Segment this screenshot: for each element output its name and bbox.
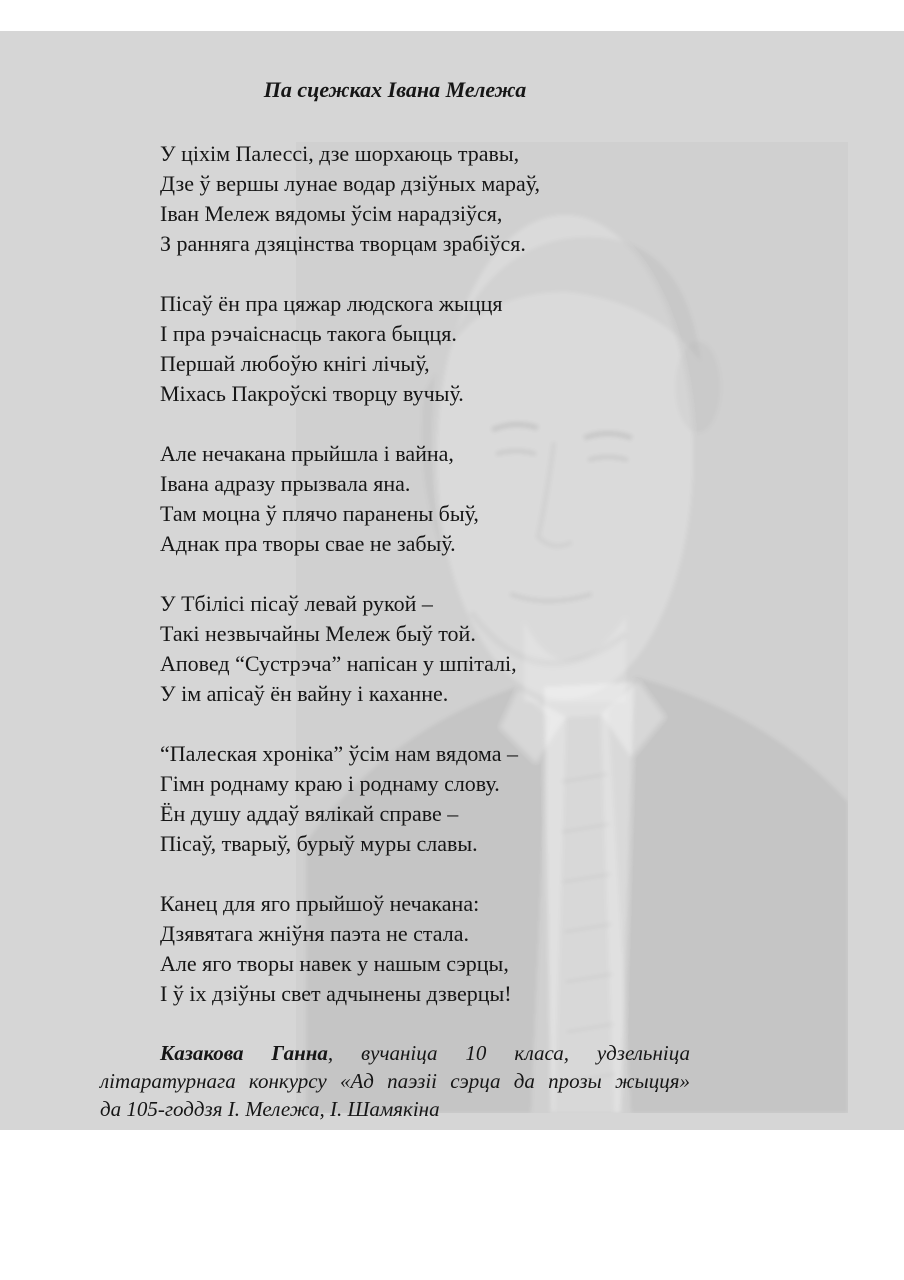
stanza-3 bbox=[160, 439, 690, 559]
poem-line: Аповед “Сустрэча” напісан у шпіталі, bbox=[160, 651, 517, 676]
poem-line: У ім апісаў ён вайну і каханне. bbox=[160, 681, 449, 706]
poem-line: І ў іх дзіўны свет адчынены дзверцы! bbox=[160, 981, 512, 1006]
poem-line: Іван Мележ вядомы ўсім нарадзіўся, bbox=[160, 201, 503, 226]
attribution-line-1 bbox=[160, 1039, 690, 1067]
attribution bbox=[100, 1039, 690, 1123]
poem-line: З ранняга дзяцінства творцам зрабіўся. bbox=[160, 231, 526, 256]
poem-line: Івана адразу прызвала яна. bbox=[160, 471, 411, 496]
attribution-line-2: літаратурнага конкурсу «Ад паэзіі сэрца да прозы жыцця» bbox=[100, 1069, 690, 1093]
poem-line: Пісаў ён пра цяжар людскога жыцця bbox=[160, 291, 503, 316]
poem-line: Але яго творы навек у нашым сэрцы, bbox=[160, 951, 509, 976]
poem-title: Па сцежках Івана Мележа bbox=[263, 77, 527, 102]
stanza-4 bbox=[160, 589, 690, 709]
poem-line: Ён душу аддаў вялікай справе – bbox=[160, 801, 459, 826]
poem-line: Дзе ў вершы лунае водар дзіўных мараў, bbox=[160, 171, 541, 196]
poem-line: Канец для яго прыйшоў нечакана: bbox=[160, 891, 480, 916]
document-content bbox=[100, 31, 690, 1123]
poem-line: Там моцна ў плячо паранены быў, bbox=[160, 501, 479, 526]
poem-line: У Тбілісі пісаў левай рукой – bbox=[160, 591, 433, 616]
poem-line: Першай любоўю кнігі лічыў, bbox=[160, 351, 430, 376]
poem-line: Міхась Пакроўскі творцу вучыў. bbox=[160, 381, 464, 406]
poem-line: Але нечакана прыйшла і вайна, bbox=[160, 441, 454, 466]
stanza-5 bbox=[160, 739, 690, 859]
poem-line: І пра рэчаіснасць такога быцця. bbox=[160, 321, 457, 346]
attribution-line-1-rest: , вучаніца 10 класа, удзельніца bbox=[327, 1041, 690, 1065]
poem-line: У ціхім Палессі, дзе шорхаюць травы, bbox=[160, 141, 520, 166]
poem-line: “Палеская хроніка” ўсім нам вядома – bbox=[160, 741, 518, 766]
poem-line: Гімн роднаму краю і роднаму слову. bbox=[160, 771, 500, 796]
stanza-6 bbox=[160, 889, 690, 1009]
author-name: Казакова Ганна bbox=[160, 1041, 328, 1065]
stanza-2 bbox=[160, 289, 690, 409]
poem-line: Аднак пра творы свае не забыў. bbox=[160, 531, 456, 556]
poem-line: Дзявятага жніўня паэта не стала. bbox=[160, 921, 470, 946]
attribution-line-3: да 105-годдзя І. Мележа, І. Шамякіна bbox=[100, 1097, 440, 1121]
poem-line: Пісаў, тварыў, бурыў муры славы. bbox=[160, 831, 478, 856]
stanza-1 bbox=[160, 139, 690, 259]
poem-line: Такі незвычайны Мележ быў той. bbox=[160, 621, 476, 646]
